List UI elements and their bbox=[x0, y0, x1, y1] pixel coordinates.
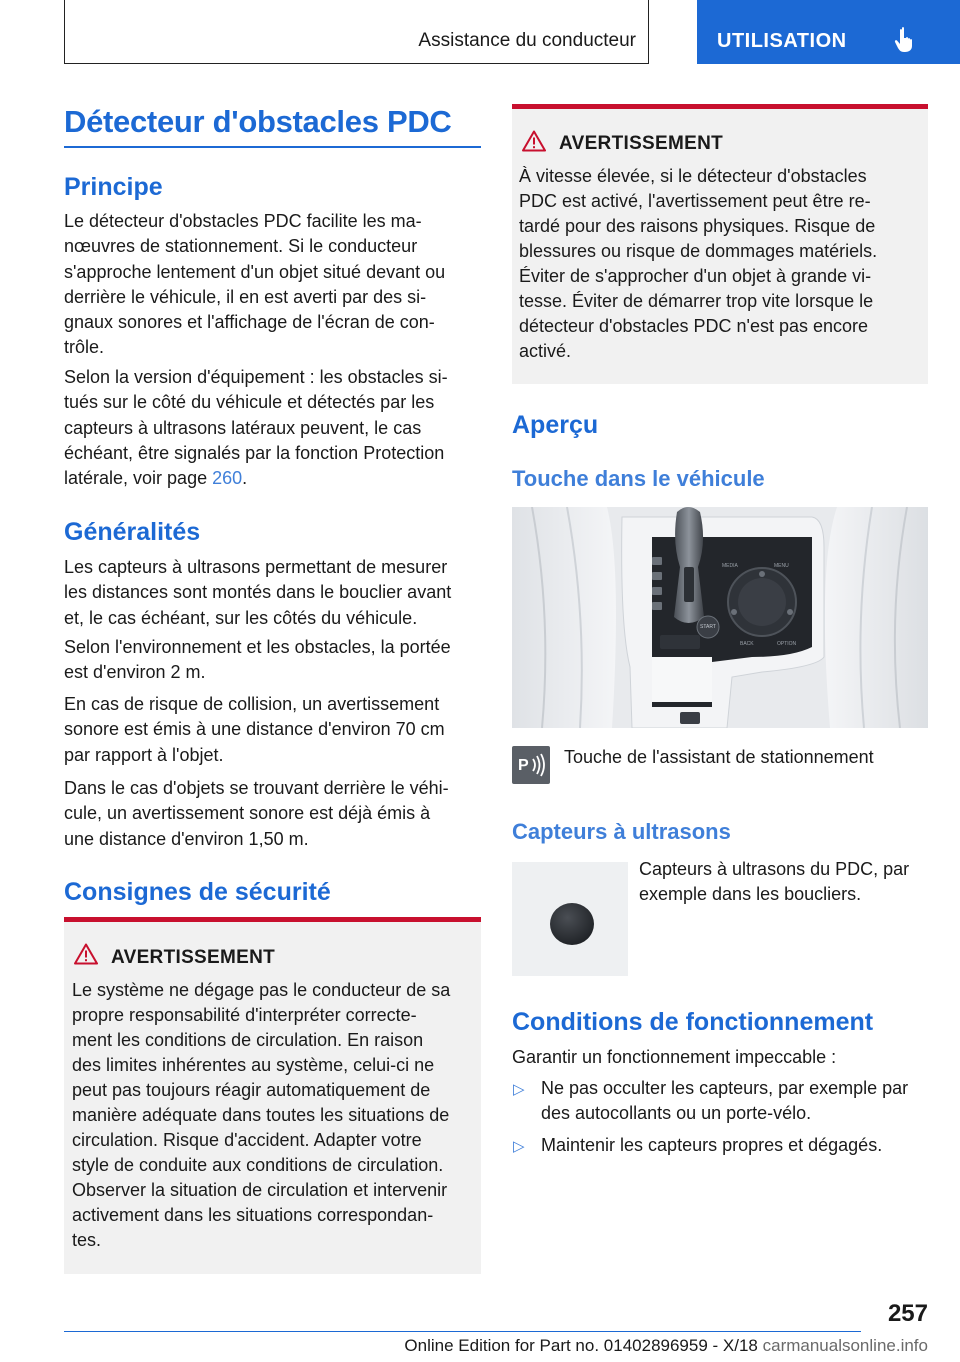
warning-text: À vitesse élevée, si le détecteur d'obstacles PDC est activé, l'avertissement peut être re- tardé pour des raisons physiques. Risque de blessures ou risque de dommages matériels. Éviter de s'approcher d'un objet à grande vi- tesse. Éviter de démarrer trop vite lorsque le détecteur d'obstacles PDC n'est pas encore activé. bbox=[519, 166, 878, 361]
svg-text:START: START bbox=[700, 624, 716, 630]
header-bottom-line bbox=[64, 63, 649, 64]
warning-bar bbox=[512, 104, 928, 109]
warning-triangle-icon bbox=[74, 943, 98, 965]
header-left-line bbox=[64, 0, 65, 64]
heading-apercu: Aperçu bbox=[512, 411, 599, 439]
footer-rule bbox=[64, 1331, 861, 1332]
page-number: 257 bbox=[887, 1300, 928, 1327]
heading-generalites: Généralités bbox=[64, 518, 201, 546]
generalites-paragraph-4: Dans le cas d'objets se trouvant derrière le véhi- cule, un avertissement sonore est déjà émis à une distance d'environ 1,50 m. bbox=[64, 778, 449, 849]
svg-text:MENU: MENU bbox=[774, 563, 789, 569]
bullet-marker: ▷ bbox=[513, 1138, 525, 1155]
ultrasonic-sensor-illustration bbox=[512, 862, 628, 976]
conditions-intro: Garantir un fonctionnement impeccable : bbox=[512, 1047, 837, 1067]
footer-watermark: carmanualsonline.info bbox=[762, 1336, 928, 1355]
header-section-title: Assistance du conducteur bbox=[418, 30, 636, 51]
title-rule bbox=[64, 146, 481, 148]
svg-text:MEDIA: MEDIA bbox=[722, 563, 738, 569]
principe-paragraph-1: Le détecteur d'obstacles PDC facilite les ma- nœuvres de stationnement. Si le conducteur s'approche lentement d'un objet situé devant ou derrière le véhicule, il en est averti par des si- gnaux sonores et l'affichage de l'écran de con- trôle. bbox=[64, 211, 446, 358]
sensor-description: Capteurs à ultrasons du PDC, par exemple dans les boucliers. bbox=[639, 859, 910, 905]
footer-edition: Online Edition for Part no. 01402896959 - X/18 carmanualsonline.info bbox=[404, 1336, 928, 1355]
warning-triangle-icon bbox=[522, 130, 546, 152]
warning-label: AVERTISSEMENT bbox=[559, 133, 724, 154]
warning-box-right bbox=[512, 104, 928, 384]
page-title: Détecteur d'obstacles PDC bbox=[64, 104, 452, 139]
center-console-image bbox=[512, 507, 928, 728]
conditions-bullet-1: Ne pas occulter les capteurs, par exemple par des autocollants ou un porte-vélo. bbox=[541, 1078, 909, 1124]
warning-label: AVERTISSEMENT bbox=[111, 947, 276, 968]
generalites-paragraph-2: Selon l'environnement et les obstacles, la portée est d'environ 2 m. bbox=[64, 637, 451, 683]
sensor-image bbox=[512, 862, 628, 976]
heading-consignes-securite: Consignes de sécurité bbox=[64, 878, 331, 906]
bullet-marker: ▷ bbox=[513, 1081, 525, 1098]
header-tab-label: UTILISATION bbox=[717, 30, 847, 52]
conditions-bullet-2: Maintenir les capteurs propres et dégagés. bbox=[541, 1135, 883, 1155]
console-illustration bbox=[512, 507, 928, 728]
heading-principe: Principe bbox=[64, 173, 163, 201]
pdc-button-caption: Touche de l'assistant de stationnement bbox=[564, 747, 874, 767]
page-link-260[interactable]: 260 bbox=[212, 468, 243, 489]
heading-capteurs-ultrasons: Capteurs à ultrasons bbox=[512, 819, 731, 844]
svg-text:OPTION: OPTION bbox=[777, 641, 797, 647]
warning-bar bbox=[64, 917, 481, 922]
warning-box-left bbox=[64, 917, 481, 1274]
principe-paragraph-2: Selon la version d'équipement : les obstacles si- tués sur le côté du véhicule et détectés par les capteurs à ultrasons latéraux peuvent, le cas échéant, être signalés par la fonction Protection latérale, voir page 260. bbox=[64, 367, 448, 489]
header-separator bbox=[648, 0, 649, 64]
heading-touche-vehicule: Touche dans le véhicule bbox=[512, 466, 765, 491]
pdc-button-icon bbox=[512, 746, 550, 784]
hand-pointer-icon bbox=[893, 26, 917, 54]
generalites-paragraph-3: En cas de risque de collision, un avertissement sonore est émis à une distance d'environ 70 cm par rapport à l'objet. bbox=[64, 694, 445, 765]
svg-text:P: P bbox=[518, 757, 529, 774]
svg-text:BACK: BACK bbox=[740, 641, 754, 647]
heading-conditions-fonctionnement: Conditions de fonctionnement bbox=[512, 1008, 874, 1036]
warning-text: Le système ne dégage pas le conducteur de sa propre responsabilité d'interpréter correcte- ment les conditions de circulation. En raison des limites inhérentes au système, celui-ci ne peut pas toujours réagir automatiquement de manière adéquate dans toutes les situations de circulation. Risque d'accident. Adapter votre style de conduite aux conditions de circulation. Observer la situation de circulation et intervenir activement dans les situations correspondan- tes. bbox=[72, 980, 451, 1250]
generalites-paragraph-1: Les capteurs à ultrasons permettant de mesurer les distances sont montés dans le bouclier avant et, le cas échéant, sur les côtés du véhicule. bbox=[64, 557, 452, 628]
header-tab-utilisation[interactable] bbox=[697, 0, 960, 64]
parking-assistant-icon bbox=[512, 746, 550, 784]
